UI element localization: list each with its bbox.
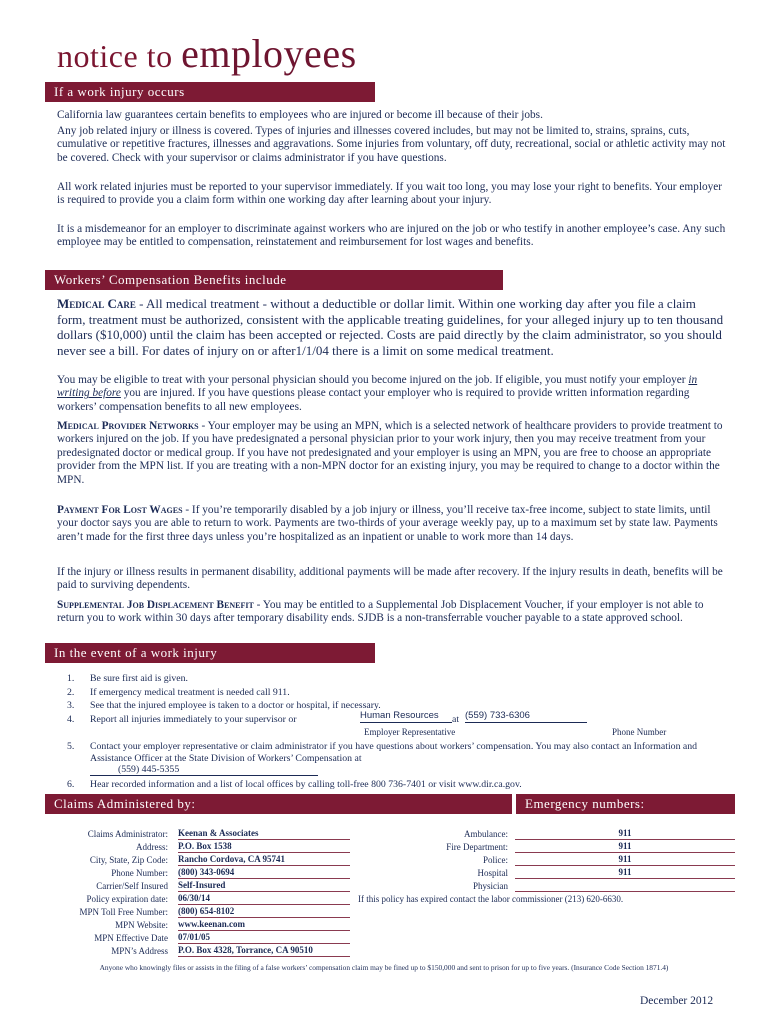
mpn-heading: Medical Provider Networks — [57, 420, 199, 432]
injury-para-1: California law guarantees certain benefits to employees who are injured or become ill because of their jobs. — [57, 109, 543, 121]
phone-number-value[interactable]: (800) 343-0694 — [178, 866, 350, 879]
step-number: 1. — [67, 673, 75, 684]
mpn-website-label: MPN Website: — [115, 920, 168, 930]
permanent-paragraph: If the injury or illness results in permanent disability, additional payments will be made after recovery. If the injury results in death, benefits will be paid to surviving dependents. — [57, 566, 723, 592]
step-1-text: Be sure first aid is given. — [90, 673, 188, 684]
physician-label: Physician — [473, 881, 508, 891]
phone-number-label: Phone Number — [612, 727, 667, 737]
step-6-text: Hear recorded information and a list of local offices by calling toll-free 800 736-7401 or visit www.dir.ca.gov. — [90, 779, 522, 790]
at-label: at — [452, 714, 460, 725]
policy-expiration-label: Policy expiration date: — [86, 894, 168, 904]
injury-para-4: It is a misdemeanor for an employer to discriminate against workers who are injured on the job or who testify in another employee’s case. Any such employee may be entitled to compensation, reinstatement and reimbursement for lost wages and benefits. — [57, 223, 726, 249]
wages-paragraph — [57, 504, 727, 544]
step-number: 4. — [67, 714, 75, 725]
sjdb-text: - You may be entitled to a Supplemental Job Displacement Voucher, if your employer is not able to return you to work within 30 days after temporary disability ends. SJDB is a non-transferrable voucher payable to a state approved school. — [57, 599, 704, 625]
employer-phone-field[interactable]: (559) 733-6306 — [465, 710, 587, 723]
mpn-effective-date-value[interactable]: 07/01/05 — [178, 931, 350, 944]
mpn-toll-free-label: MPN Toll Free Number: — [79, 907, 168, 917]
injury-para-3: All work related injuries must be reported to your supervisor immediately. If you wait too long, you may lose your right to benefits. Your employer is required to provide you a claim form within one working day after learning about your injury. — [57, 181, 723, 207]
section-header-benefits: Workers’ Compensation Benefits include — [45, 270, 503, 290]
ambulance-value[interactable]: 911 — [515, 827, 735, 840]
title-part1: notice to — [57, 38, 173, 74]
sjdb-heading: Supplemental Job Displacement Benefit — [57, 599, 254, 611]
publication-date: December 2012 — [640, 995, 714, 1007]
policy-expiration-value[interactable]: 06/30/14 — [178, 892, 350, 905]
wages-text: - If you’re temporarily disabled by a job injury or illness, you’ll receive tax-free income, subject to state limits, until your doctor says you are able to return to work. Payments are two-thirds of your average weekly pay, up to a maximum set by state law. Payments aren’t made for the first three days unless you’re hospitalized as an inpatient or unable to work more than 14 days. — [57, 504, 718, 543]
injury-para-2: Any job related injury or illness is covered. Types of injuries and illnesses covered includes, but may not be limited to, strains, sprains, cuts, cumulative or repetitive fractures, illnesses and aggravations. Some injuries from voluntary, off duty, recreational, social or athletic activity may not be covered. Check with your supervisor or claims administrator if you have questions. — [57, 125, 726, 164]
step-number: 6. — [67, 779, 75, 790]
physician-emphasis: in writing before — [57, 374, 698, 400]
medical-care-paragraph — [57, 296, 727, 358]
medical-care-heading: Medical Care — [57, 296, 136, 311]
fire-department-label: Fire Department: — [446, 842, 508, 852]
sjdb-paragraph — [57, 599, 727, 626]
section-header-event: In the event of a work injury — [45, 643, 375, 663]
address-label: Address: — [136, 842, 168, 852]
city-state-zip-value[interactable]: Rancho Cordova, CA 95741 — [178, 853, 350, 866]
mpn-effective-date-label: MPN Effective Date — [94, 933, 168, 943]
mpn-address-label: MPN’s Address — [111, 946, 168, 956]
ambulance-label: Ambulance: — [464, 829, 508, 839]
physician-value[interactable] — [515, 879, 735, 892]
employer-representative-field[interactable]: Human Resources — [360, 710, 452, 723]
address-value[interactable]: P.O. Box 1538 — [178, 840, 350, 853]
police-value[interactable]: 911 — [515, 853, 735, 866]
step-number: 2. — [67, 687, 75, 698]
hospital-label: Hospital — [477, 868, 508, 878]
step-4-text: Report all injuries immediately to your supervisor or — [90, 714, 297, 725]
mpn-toll-free-value[interactable]: (800) 654-8102 — [178, 905, 350, 918]
claims-administrator-label: Claims Administrator: — [87, 829, 168, 839]
physician-text-a: You may be eligible to treat with your personal physician should you become injured on the job. If eligible, you must notify your employer — [57, 374, 689, 386]
employer-representative-label: Employer Representative — [364, 727, 456, 737]
step-number: 5. — [67, 741, 75, 752]
physician-paragraph — [57, 374, 727, 414]
carrier-value[interactable]: Self-Insured — [178, 879, 350, 892]
labor-commissioner-note: If this policy has expired contact the labor commissioner (213) 620-6630. — [358, 894, 624, 904]
police-label: Police: — [483, 855, 508, 865]
carrier-label: Carrier/Self Insured — [96, 881, 168, 891]
mpn-address-value[interactable]: P.O. Box 4328, Torrance, CA 90510 — [178, 944, 350, 957]
mpn-paragraph — [57, 420, 727, 487]
medical-care-text: - All medical treatment - without a deductible or dollar limit. Within one working day after you file a claim form, treatment must be authorized, consistent with the applicable treating guidelines, for your alleged injury up to ten thousand dollars ($10,000) until the claim has been accepted or rejected. Costs are paid directly by the claim administrator, so you should never see a bill. For dates of injury on or after1/1/04 there is a limit on some medical treatment. — [57, 296, 724, 358]
mpn-website-value[interactable]: www.keenan.com — [178, 918, 350, 931]
phone-number-label: Phone Number: — [111, 868, 168, 878]
physician-text-b: you are injured. If you have questions please contact your employer who is required to provide written information regarding workers’ compensation benefits to all new employees. — [57, 387, 690, 413]
section-header-injury: If a work injury occurs — [45, 82, 375, 102]
officer-phone-field[interactable]: (559) 445-5355 — [90, 764, 318, 776]
hospital-value[interactable]: 911 — [515, 866, 735, 879]
mpn-text: - Your employer may be using an MPN, which is a selected network of healthcare providers to provide treatment to workers injured on the job. If you have predesignated a personal physician prior to your work injury, then you may receive treatment from your predesignated doctor or medical group. If you have not predesignated and your employer is using an MPN, you are free to choose an appropriate provider from the MPN list. If you are treating with a non-MPN doctor for an existing injury, you may be required to change to a doctor within the MPN. — [57, 420, 723, 486]
step-number: 3. — [67, 700, 75, 711]
city-state-zip-label: City, State, Zip Code: — [89, 855, 168, 865]
fire-department-value[interactable]: 911 — [515, 840, 735, 853]
step-5-text: Contact your employer representative or claim administrator if you have questions about workers’ compensation. You may also contact an Information and Assistance Officer at the State Division of Workers’ Compensation at — [90, 741, 698, 764]
fraud-warning: Anyone who knowingly files or assists in the filing of a false workers’ compensation claim may be fined up to $150,000 and sent to prison for up to five years. (Insurance Code Section 1871.4) — [99, 963, 669, 972]
step-3-text: See that the injured employee is taken to a doctor or hospital, if necessary. — [90, 700, 381, 711]
title-part2: employees — [181, 31, 357, 76]
page-title — [57, 30, 357, 77]
section-header-emergency: Emergency numbers: — [512, 794, 735, 814]
section-header-claims: Claims Administered by: — [45, 794, 512, 814]
wages-heading: Payment For Lost Wages — [57, 504, 183, 516]
claims-administrator-value[interactable]: Keenan & Associates — [178, 827, 350, 840]
step-2-text: If emergency medical treatment is needed call 911. — [90, 687, 290, 698]
